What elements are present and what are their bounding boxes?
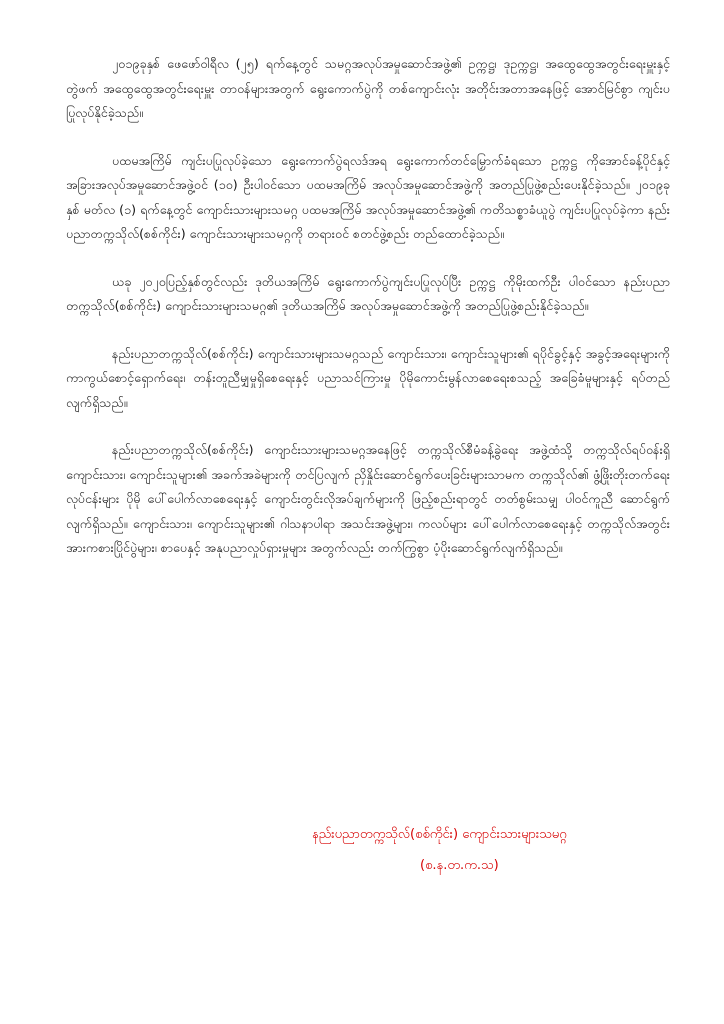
signature-abbreviation: (စ.န.တ.က.သ) [420, 858, 499, 873]
paragraph-1: ၂၀၁၉ခုနှစ် ဖေဖော်ဝါရီလ (၂၅) ရက်နေ့တွင် သမဂ္ဂအလုပ်အမှုဆောင်အဖွဲ့၏ ဥက္ကဋ္ဌ၊ ဒုဥက္ကဋ္ဌ၊ အထွေထွေအတွင်းရေးမှူးနှင့် တွဲဖက် အထွေထွေအတွင်းရေးမှူး တာဝန်များအတွက် ရွေးကောက်ပွဲကို တစ်ကျောင်းလုံး အတိုင်းအတာအနေဖြင့် အောင်မြင်စွာ ကျင်းပပြုလုပ်နိုင်ခဲ့သည်။ [66, 56, 670, 120]
paragraph-4: နည်းပညာတက္ကသိုလ်(စစ်ကိုင်း) ကျောင်းသားများသမဂ္ဂသည် ကျောင်းသား၊ ကျောင်းသူများ၏ ရပိုင်ခွင့်နှင့် အခွင့်အရေးများကို ကာကွယ်စောင့်ရှောက်ရေး၊ တန်းတူညီမျှမှုရှိစေရေးနှင့် ပညာသင်ကြားမှု ပိုမိုကောင်းမွန်လာစေရေးစသည့် အခြေခံမူများနှင့် ရပ်တည်လျက်ရှိသည်။ [66, 345, 670, 410]
paragraph-2: ပထမအကြိမ် ကျင်းပပြုလုပ်ခဲ့သော ရွေးကောက်ပွဲရလဒ်အရ ရွေးကောက်တင်မြှောက်ခံရသော ဥက္ကဋ္ဌ ကိုအောင်ခန့်ပိုင်နှင့် အခြားအလုပ်အမှုဆောင်အဖွဲ့ဝင် (၁၀) ဦးပါဝင်သော ပထမအကြိမ် အလုပ်အမှုဆောင်အဖွဲ့ကို အတည်ပြုဖွဲ့စည်းပေးနိုင်ခဲ့သည်။ ၂၀၁၉ခုနှစ် မတ်လ (၁) ရက်နေ့တွင် ကျောင်းသားများသမဂ္ဂ ပထမအကြိမ် အလုပ်အမှုဆောင်အဖွဲ့၏ ကတိသစ္စာခံယူပွဲ ကျင်းပပြုလုပ်ခဲ့ကာ နည်းပညာတက္ကသိုလ်(စစ်ကိုင်း) ကျောင်းသားများသမဂ္ဂကို တရားဝင် စတင်ဖွဲ့စည်း တည်ထောင်ခဲ့သည်။ [66, 152, 670, 241]
signature-organization: နည်းပညာတက္ကသိုလ်(စစ်ကိုင်း) ကျောင်းသားများသမဂ္ဂ [312, 827, 567, 842]
paragraph-3: ယခု ၂၀၂၀ပြည့်နှစ်တွင်လည်း ဒုတိယအကြိမ် ရွေးကောက်ပွဲကျင်းပပြုလုပ်ပြီး ဥက္ကဋ္ဌ ကိုမိုးထက်ဦး ပါဝင်သော နည်းပညာတက္ကသိုလ်(စစ်ကိုင်း) ကျောင်းသားများသမဂ္ဂ၏ ဒုတိယအကြိမ် အလုပ်အမှုဆောင်အဖွဲ့ကို အတည်ပြုဖွဲ့စည်းနိုင်ခဲ့သည်။ [66, 273, 670, 313]
paragraph-5: နည်းပညာတက္ကသိုလ်(စစ်ကိုင်း) ကျောင်းသားများသမဂ္ဂအနေဖြင့် တက္ကသိုလ်စီမံခန့်ခွဲရေး အဖွဲ့ထံသို့ တက္ကသိုလ်ရပ်ဝန်းရှိ ကျောင်းသား၊ ကျောင်းသူများ၏ အခက်အခဲများကို တင်ပြလျက် ညှိနှိုင်းဆောင်ရွက်ပေးခြင်းများသာမက တက္ကသိုလ်၏ ဖွံ့ဖြိုးတိုးတက်ရေးလုပ်ငန်းများ ပိုမို ပေါ်ပေါက်လာစေရေးနှင့် ကျောင်းတွင်းလိုအပ်ချက်များကို ဖြည့်စည်းရာတွင် တတ်စွမ်းသမျှ ပါဝင်ကူညီ ဆောင်ရွက်လျက်ရှိသည်။ ကျောင်းသား၊ ကျောင်းသူများ၏ ဂါသနာပါရာ အသင်းအဖွဲ့များ၊ ကလပ်များ ပေါ်ပေါက်လာစေရေးနှင့် တက္ကသိုလ်အတွင်း အားကစားပြိုင်ပွဲများ၊ စာပေနှင့် အနုပညာလှုပ်ရှားမှုများ အတွက်လည်း တက်ကြွစွာ ပံ့ပိုးဆောင်ရွက်လျက်ရှိသည်။ [66, 442, 670, 555]
document-page [66, 52, 670, 992]
